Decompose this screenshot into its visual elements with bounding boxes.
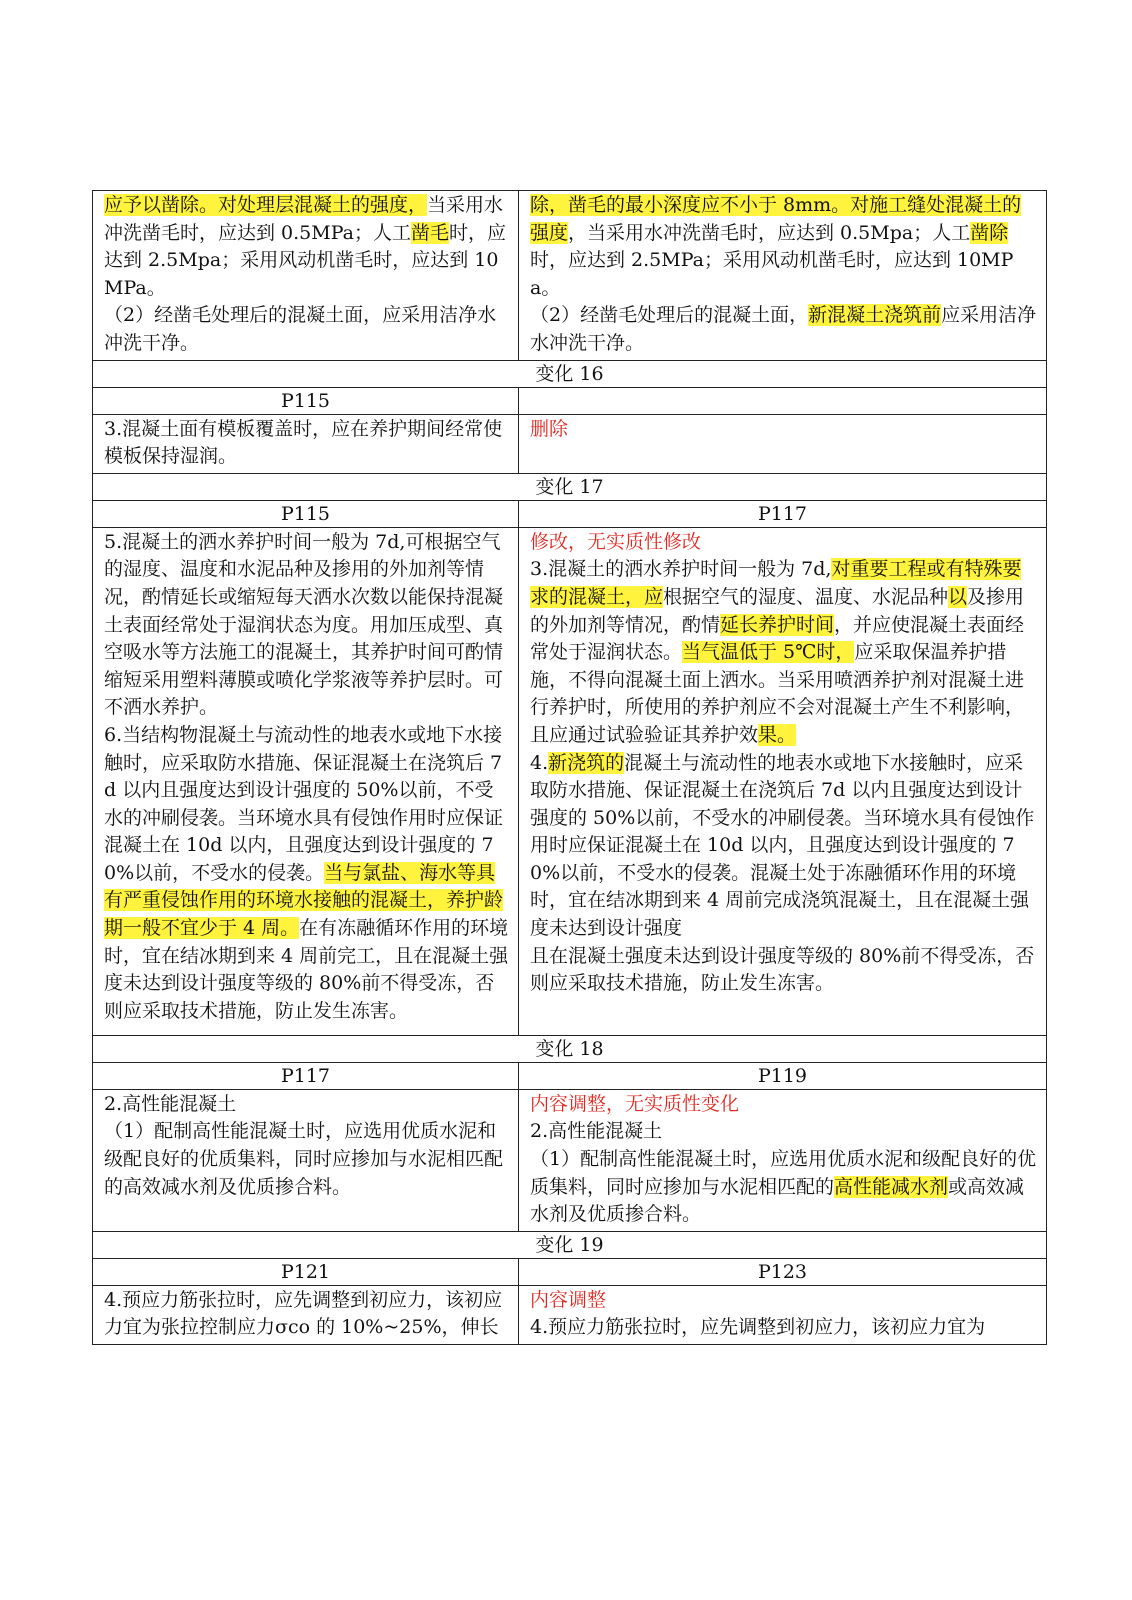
paragraph xyxy=(530,1118,1037,1146)
paragraph xyxy=(104,529,509,722)
paragraph xyxy=(530,416,1037,444)
paragraph xyxy=(530,529,1037,557)
paragraph xyxy=(104,722,509,1026)
text-run: 4. xyxy=(530,751,549,774)
highlighted-text: 以 xyxy=(948,585,968,608)
paragraph xyxy=(530,192,1037,302)
new-page-ref-19: P123 xyxy=(519,1258,1047,1285)
text-run: 应采取保温养护措施，不得向混凝土面上洒水。当采用喷洒养护剂对混凝土进行养护时，所使用的养护剂应不会对混凝土产生不利影响，且应通过试验验证其养护效 xyxy=(530,641,1025,746)
highlighted-text: 当与氯盐、海水等具有严重侵蚀作用的环境水接触的混凝土，养护龄期一般不宜少于 4 周。 xyxy=(104,861,504,940)
page-ref-row-18 xyxy=(93,1062,1047,1089)
paragraph xyxy=(530,1091,1037,1119)
text-run: 根据空气的湿度、温度、水泥品种 xyxy=(663,585,949,608)
change-header-row-18 xyxy=(93,1035,1047,1062)
old-page-ref-19: P121 xyxy=(93,1258,519,1285)
new-text-cell-15 xyxy=(519,191,1047,361)
content-row-18 xyxy=(93,1089,1047,1231)
old-text-cell-17 xyxy=(93,527,519,1035)
highlighted-text: 应予以凿除。对处理层混凝土的强度， xyxy=(104,194,428,216)
text-run: 在有冻融循环作用的环境时，宜在结冰期到来 4 周前完工，且在混凝土强度未达到设计强度等级的 80%前不得受冻，否则应采取技术措施，防止发生冻害。 xyxy=(104,917,509,1022)
text-run: 当采用水冲洗凿毛时，应达到 0.5MPa；人工 xyxy=(104,194,504,244)
page-ref-row-19 xyxy=(93,1258,1047,1285)
highlighted-text: 当气温低于 5℃时， xyxy=(682,641,855,664)
new-page-ref-18: P119 xyxy=(519,1062,1047,1089)
change-header-row-16 xyxy=(93,360,1047,387)
old-text-cell-19 xyxy=(93,1285,519,1344)
change-note: 删除 xyxy=(530,417,569,440)
content-row-16 xyxy=(93,414,1047,473)
old-page-ref-16: P115 xyxy=(93,387,519,414)
change-header-row-19 xyxy=(93,1231,1047,1258)
paragraph xyxy=(104,302,509,357)
highlighted-text: 凿毛 xyxy=(410,221,449,244)
paragraph xyxy=(530,302,1037,357)
comparison-document xyxy=(92,190,1046,1345)
content-row-17 xyxy=(93,527,1047,1035)
old-page-ref-17: P115 xyxy=(93,500,519,527)
text-run: ，当采用水冲洗凿毛时，应达到 0.5Mpa；人工 xyxy=(568,221,971,244)
paragraph xyxy=(530,1146,1037,1229)
old-text-cell-18 xyxy=(93,1089,519,1231)
change-title-17: 变化 17 xyxy=(93,473,1047,500)
paragraph xyxy=(530,943,1037,998)
new-text-cell-19 xyxy=(519,1285,1047,1344)
old-page-ref-18: P117 xyxy=(93,1062,519,1089)
new-page-ref-17: P117 xyxy=(519,500,1047,527)
highlighted-text: 高性能减水剂 xyxy=(834,1175,949,1198)
page-ref-row-17 xyxy=(93,500,1047,527)
change-note: 内容调整 xyxy=(530,1288,607,1311)
text-run: 6.当结构物混凝土与流动性的地表水或地下水接触时，应采取防水措施、保证混凝土在浇筑后 7d 以内且强度达到设计强度的 50%以前，不受水的冲刷侵袭。当环境水具有侵蚀作用时应保证混凝土在 10d 以内，且强度达到设计强度的 70%以前，不受水的侵袭。 xyxy=(104,723,504,884)
text-run: （2）经凿毛处理后的混凝土面， xyxy=(530,304,809,327)
paragraph xyxy=(104,192,509,302)
text-run: 时，应达到 2.5Mpa；采用风动机凿毛时，应达到 10MPa。 xyxy=(104,221,507,299)
text-run: 4.预应力筋张拉时，应先调整到初应力，该初应力宜为张拉控制应力σco 的 10%~25%，伸长 xyxy=(104,1288,503,1339)
text-run: 或高效减水剂及优质掺合料。 xyxy=(530,1175,1025,1226)
highlighted-text: 新混凝土浇筑前 xyxy=(808,304,942,327)
paragraph xyxy=(104,416,509,471)
change-note: 修改，无实质性修改 xyxy=(530,530,702,553)
highlighted-text: 新浇筑的 xyxy=(548,751,625,774)
change-title-18: 变化 18 xyxy=(93,1035,1047,1062)
paragraph xyxy=(530,556,1037,749)
old-text-cell-15 xyxy=(93,191,519,361)
highlighted-text: 除，凿毛的最小深度应不小于 8mm。对施工缝处混凝土的强度 xyxy=(530,194,1022,244)
paragraph xyxy=(104,1091,509,1119)
text-run: （1）配制高性能混凝土时，应选用优质水泥和级配良好的优质集料，同时应掺加与水泥相匹配的高效减水剂及优质掺合料。 xyxy=(104,1120,504,1198)
new-text-cell-18 xyxy=(519,1089,1047,1231)
highlighted-text: 凿除 xyxy=(970,221,1009,244)
text-run: 4.预应力筋张拉时，应先调整到初应力，该初应力宜为 xyxy=(530,1316,986,1339)
content-row-19 xyxy=(93,1285,1047,1344)
change-title-19: 变化 19 xyxy=(93,1231,1047,1258)
text-run: 3.混凝土面有模板覆盖时，应在养护期间经常使模板保持湿润。 xyxy=(104,417,503,468)
paragraph xyxy=(530,750,1037,943)
text-run: 混凝土与流动性的地表水或地下水接触时，应采取防水措施、保证混凝土在浇筑后 7d 以内且强度达到设计强度的 50%以前，不受水的冲刷侵袭。当环境水具有侵蚀作用时应保证混凝土在 10d 以内，且强度达到设计强度的 70%以前，不受水的侵袭。混凝土处于冻融循环作用的环境时，宜在结冰期到来 4 周前完成浇筑混凝土，且在混凝土强度未达到设计强度 xyxy=(530,751,1035,940)
new-page-ref-16 xyxy=(519,387,1047,414)
text-run: 应采用洁净水冲洗干净。 xyxy=(530,304,1037,354)
text-run: 且在混凝土强度未达到设计强度等级的 80%前不得受冻，否则应采取技术措施，防止发生冻害。 xyxy=(530,944,1035,995)
text-run: 2.高性能混凝土 xyxy=(104,1092,237,1115)
text-run: ，并应使混凝土表面经常处于湿润状态。 xyxy=(530,613,1025,664)
paragraph xyxy=(104,1287,509,1342)
page-ref-row-16 xyxy=(93,387,1047,414)
old-text-cell-16 xyxy=(93,414,519,473)
new-text-cell-16 xyxy=(519,414,1047,473)
paragraph xyxy=(104,1118,509,1201)
comparison-table xyxy=(92,190,1047,1345)
change-header-row-17 xyxy=(93,473,1047,500)
change-title-16: 变化 16 xyxy=(93,360,1047,387)
text-run: 2.高性能混凝土 xyxy=(530,1120,663,1143)
paragraph xyxy=(530,1287,1037,1315)
content-row-15 xyxy=(93,191,1047,361)
highlighted-text: 对重要工程或有特殊要求的混凝土，应 xyxy=(530,558,1022,608)
text-run: （1）配制高性能混凝土时，应选用优质水泥和级配良好的优质集料，同时应掺加与水泥相匹配的 xyxy=(530,1147,1037,1198)
text-run: 3.混凝土的洒水养护时间一般为 7d, xyxy=(530,558,832,581)
highlighted-text: 果。 xyxy=(758,723,797,746)
text-run: 5.混凝土的洒水养护时间一般为 7d,可根据空气的湿度、温度和水泥品种及掺用的外加剂等情况，酌情延长或缩短每天洒水次数以能保持混凝土表面经常处于湿润状态为度。用加压成型、真空吸水等方法施工的混凝土，其养护时间可酌情缩短采用塑料薄膜或喷化学浆液等养护层时。可不洒水养护。 xyxy=(104,530,504,719)
text-run: 及掺用的外加剂等情况，酌情 xyxy=(530,585,1025,636)
change-note: 内容调整，无实质性变化 xyxy=(530,1092,740,1115)
paragraph xyxy=(530,1314,1037,1342)
highlighted-text: 延长养护时间 xyxy=(720,613,835,636)
new-text-cell-17 xyxy=(519,527,1047,1035)
text-run: （2）经凿毛处理后的混凝土面，应采用洁净水冲洗干净。 xyxy=(104,304,497,354)
text-run: 时，应达到 2.5MPa；采用风动机凿毛时，应达到 10MPa。 xyxy=(530,249,1014,299)
